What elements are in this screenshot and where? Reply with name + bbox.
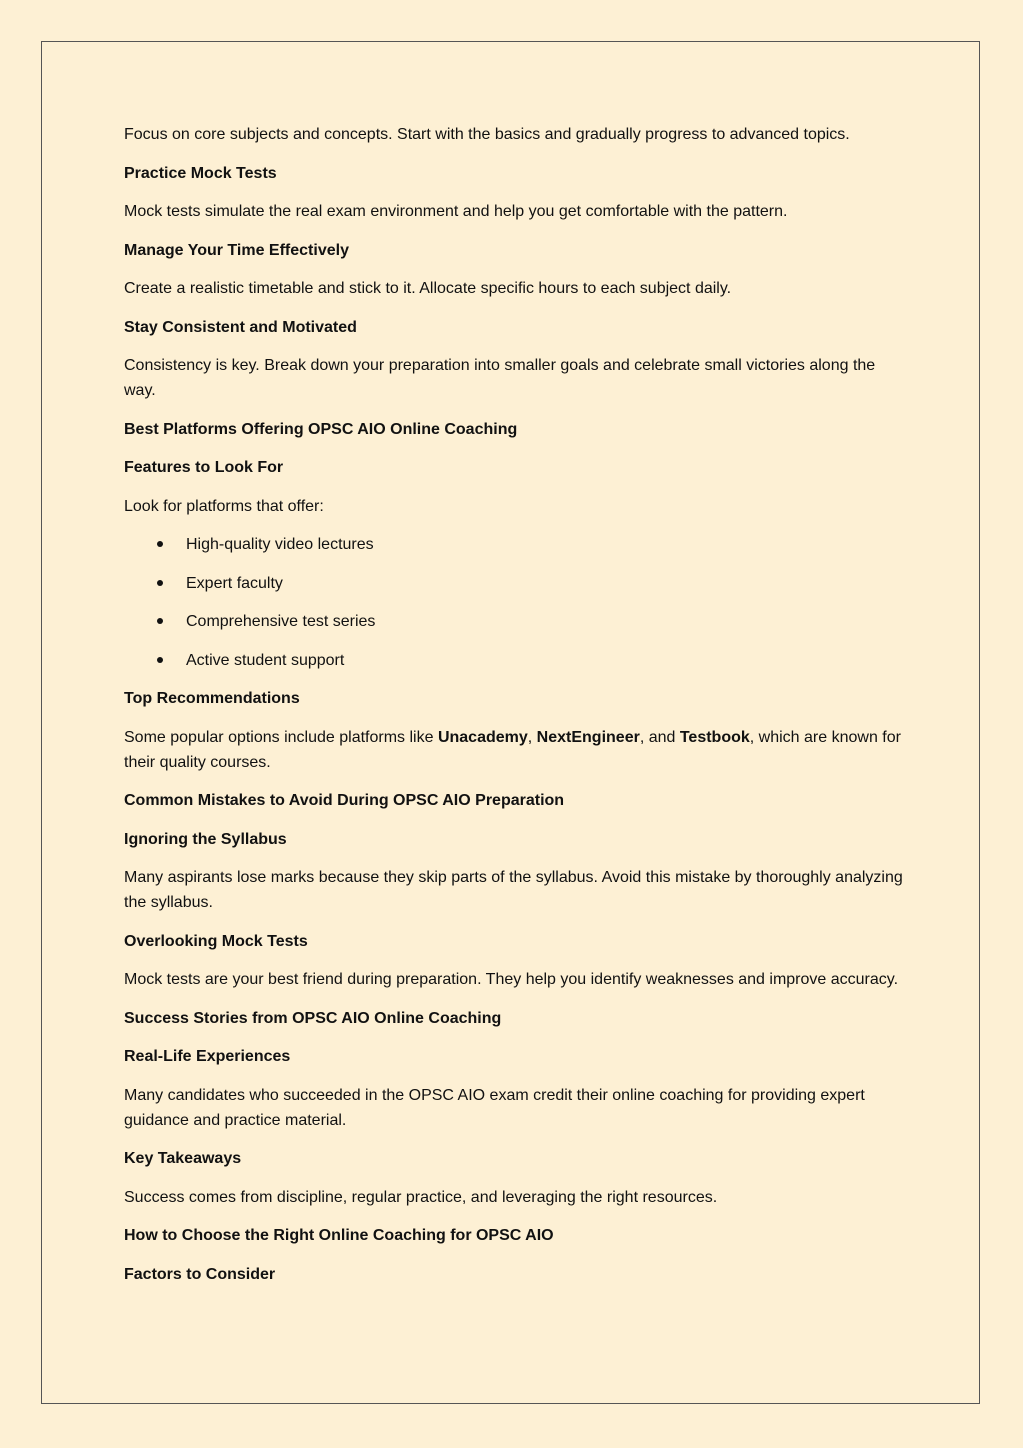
platform-name-testbook: Testbook	[679, 728, 750, 746]
paragraph-manage-time: Create a realistic timetable and stick to it. Allocate specific hours to each subject daily.	[124, 280, 732, 297]
bullet-icon	[157, 618, 163, 624]
document-body	[124, 122, 904, 1300]
bullet-icon	[157, 657, 163, 663]
list-item-text: Expert faculty	[186, 574, 283, 592]
list-item-text: Active student support	[186, 651, 345, 669]
paragraph-key-takeaways: Success comes from discipline, regular practice, and leveraging the right resources.	[124, 1188, 718, 1206]
list-item	[124, 571, 904, 596]
heading-top-recommendations: Top Recommendations	[124, 690, 300, 707]
heading-success-stories: Success Stories from OPSC AIO Online Coaching	[124, 1009, 502, 1027]
paragraph-real-life-experiences: Many candidates who succeeded in the OPSC AIO exam credit their online coaching for providing expert guidance and practice material.	[124, 1086, 865, 1129]
heading-ignoring-syllabus: Ignoring the Syllabus	[124, 830, 287, 848]
list-item	[124, 609, 904, 634]
recommendations-suffix: , which are known for their quality courses.	[124, 728, 901, 771]
bullet-icon	[157, 580, 163, 586]
list-item-text: Comprehensive test series	[186, 613, 376, 630]
paragraph-overlooking-mock-tests: Mock tests are your best friend during preparation. They help you identify weaknesses and improve accuracy.	[124, 971, 899, 988]
heading-overlooking-mock-tests: Overlooking Mock Tests	[124, 932, 308, 950]
list-item	[124, 648, 904, 673]
paragraph-top-recommendations	[124, 725, 904, 775]
heading-manage-time: Manage Your Time Effectively	[124, 241, 349, 259]
paragraph-stay-consistent: Consistency is key. Break down your preparation into smaller goals and celebrate small victories along the way.	[124, 357, 876, 399]
recommendations-separator: , and	[639, 728, 680, 746]
paragraph-ignoring-syllabus: Many aspirants lose marks because they skip parts of the syllabus. Avoid this mistake by thoroughly analyzing the syllabus.	[124, 869, 903, 911]
heading-common-mistakes: Common Mistakes to Avoid During OPSC AIO Preparation	[124, 792, 565, 809]
bullet-icon	[157, 541, 163, 547]
features-list	[124, 532, 904, 673]
platform-name-nextengineer: NextEngineer	[536, 728, 640, 746]
recommendations-prefix: Some popular options include platforms like	[124, 728, 438, 746]
heading-real-life-experiences: Real-Life Experiences	[124, 1048, 291, 1065]
list-item	[124, 532, 904, 557]
paragraph-mock-tests: Mock tests simulate the real exam environment and help you get comfortable with the pattern.	[124, 203, 788, 220]
intro-paragraph: Focus on core subjects and concepts. Start with the basics and gradually progress to advanced topics.	[124, 126, 850, 143]
heading-key-takeaways: Key Takeaways	[124, 1150, 242, 1167]
heading-practice-mock-tests: Practice Mock Tests	[124, 164, 277, 182]
heading-best-platforms: Best Platforms Offering OPSC AIO Online Coaching	[124, 420, 518, 438]
heading-choose-coaching: How to Choose the Right Online Coaching for OPSC AIO	[124, 1227, 554, 1244]
heading-factors-to-consider: Factors to Consider	[124, 1265, 276, 1283]
list-item-text: High-quality video lectures	[186, 536, 374, 553]
paragraph-features: Look for platforms that offer:	[124, 497, 324, 515]
heading-features: Features to Look For	[124, 459, 284, 476]
platform-name-unacademy: Unacademy	[437, 728, 528, 746]
recommendations-separator: ,	[527, 728, 537, 746]
heading-stay-consistent: Stay Consistent and Motivated	[124, 318, 357, 336]
